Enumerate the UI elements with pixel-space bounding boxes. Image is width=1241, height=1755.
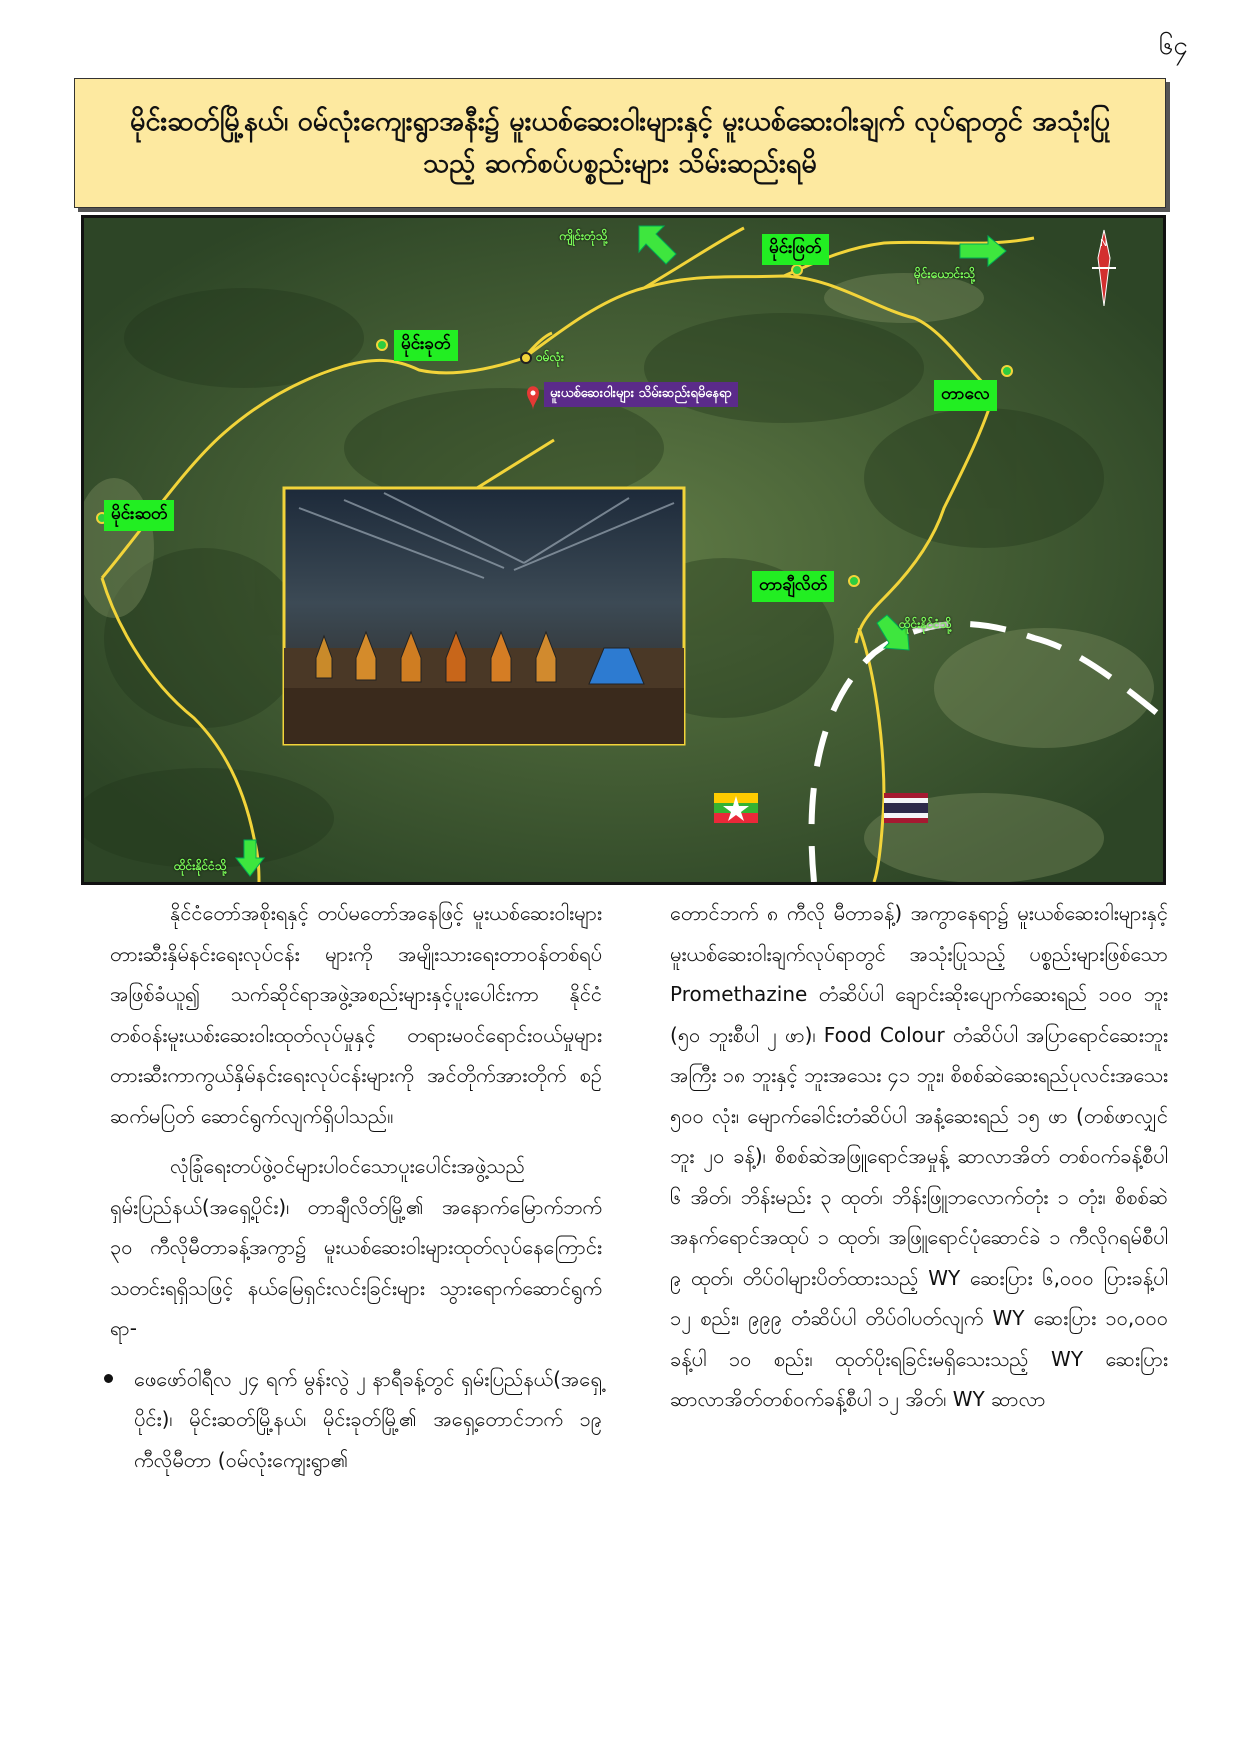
body-column-right — [670, 893, 1168, 1430]
paragraph: နိုင်ငံတော်အစိုးရနှင့် တပ်မတော်အနေဖြင့် မူးယစ်ဆေးဝါးများ တားဆီးနှိမ်နင်းရေးလုပ်ငန်း များကို အမျိုးသားရေးတာဝန်တစ်ရပ်အဖြစ်ခံယူ၍ သက်ဆိုင်ရာအဖွဲ့အစည်းများနှင့်ပူးပေါင်းကာ နိုင်ငံတစ်ဝန်းမူးယစ်းဆေးဝါးထုတ်လုပ်မှုနှင့် တရားမဝင်ရောင်းဝယ်မှုများ တားဆီးကာကွယ်နှိမ်နင်းရေးလုပ်ငန်းများကို အင်တိုက်အားတိုက် စဉ်ဆက်မပြတ် ဆောင်ရွက်လျက်ရှိပါသည်။ — [110, 901, 602, 1128]
place-label-tachileik: တာချီလိတ် — [752, 571, 834, 602]
location-map — [81, 215, 1166, 885]
paragraph: တောင်ဘက် ၈ ကီလို မီတာခန့်) အကွာနေရာ၌ မူးယစ်ဆေးဝါးများနှင့် မူးယစ်ဆေးဝါးချက်လုပ်ရာတွင် အသုံးပြုသည့် ပစ္စည်းများဖြစ်သော Promethazine တံဆိပ်ပါ ချောင်းဆိုးပျောက်ဆေးရည် ၁၀၀ ဘူး (၅၀ ဘူးစီပါ ၂ ဖာ)၊ Food Colour တံဆိပ်ပါ အပြာရောင်ဆေးဘူးအကြီး ၁၈ ဘူးနှင့် ဘူးအသေး ၄၁ ဘူး၊ စိစစ်ဆဲဆေးရည်ပုလင်းအသေး ၅၀၀ လုံး၊ မျောက်ခေါင်းတံဆိပ်ပါ အနံ့ဆေးရည် ၁၅ ဖာ (တစ်ဖာလျှင် ဘူး ၂၀ ခန့်)၊ စိစစ်ဆဲအဖြူရောင်အမှုန့် ဆာလာအိတ် တစ်ဝက်ခန့်စီပါ ၆ အိတ်၊ ဘိန်းမည်း ၃ ထုတ်၊ ဘိန်းဖြူဘလောက်တုံး ၁ တုံး၊ စိစစ်ဆဲ အနက်ရောင်အထုပ် ၁ ထုတ်၊ အဖြူရောင်ပုံဆောင်ခဲ ၁ ကီလိုဂရမ်စီပါ ၉ ထုတ်၊ တိပ်ဝါများပိတ်ထားသည့် WY ဆေးပြား ၆,၀၀၀ ပြားခန့်ပါ ၁၂ စည်း၊ ၉၉၉ တံဆိပ်ပါ တိပ်ဝါပတ်လျက် WY ဆေးပြား ၁၀,၀၀၀ ခန့်ပါ ၁၀ စည်း၊ ထုတ်ပိုးရခြင်းမရှိသေးသည့် WY ဆေးပြား ဆာလာအိတ်တစ်ဝက်ခန့်စီပါ ၁၂ အိတ်၊ WY ဆာလာ — [670, 901, 1168, 1411]
place-label-talay: တာလေ — [934, 380, 997, 411]
direction-to-thailand-bottom: ထိုင်းနိုင်ငံသို့ — [174, 859, 227, 873]
bullet-item — [110, 1359, 602, 1481]
seizure-photo — [284, 488, 684, 744]
myanmar-flag-icon — [714, 793, 758, 823]
direction-to-kengtung: ကျိုင်းတုံသို့ — [559, 229, 608, 243]
place-label-mong-hpyet: မိုင်းဖြတ် — [762, 234, 829, 265]
map-terrain — [84, 218, 1163, 882]
place-label-wan-lone: ဝမ်လုံး — [536, 350, 564, 364]
direction-to-mong-yawng: မိုင်းယောင်းသို့ — [914, 267, 975, 281]
body-column-left — [110, 893, 602, 1480]
bullet-dot-icon — [104, 1374, 113, 1383]
place-label-mong-hkok: မိုင်းခုတ် — [394, 330, 458, 361]
paragraph: လုံခြုံရေးတပ်ဖွဲ့ဝင်များပါဝင်သောပူးပေါင်းအဖွဲ့သည် ရှမ်းပြည်နယ်(အရှေ့ပိုင်း)၊ တာချီလိတ်မြို့၏ အနောက်မြောက်ဘက် ၃၀ ကီလိုမီတာခန့်အကွာ၌ မူးယစ်ဆေးဝါးများထုတ်လုပ်နေကြောင်း သတင်းရရှိသဖြင့် နယ်မြေရှင်းလင်းခြင်းများ သွားရောက်ဆောင်ရွက်ရာ- — [110, 1154, 602, 1340]
place-label-mong-hsat: မိုင်းဆတ် — [104, 500, 174, 531]
thailand-flag-icon — [884, 793, 928, 823]
seizure-site-label: မူးယစ်ဆေးဝါးများ သိမ်းဆည်းရမိနေရာ — [544, 382, 738, 407]
page-title: မိုင်းဆတ်မြို့နယ်၊ ဝမ်လုံးကျေးရွာအနီး၌ မူးယစ်ဆေးဝါးများနှင့် မူးယစ်ဆေးဝါးချက် လုပ်ရာတွင် အသုံးပြုသည့် ဆက်စပ်ပစ္စည်းများ သိမ်းဆည်းရမိ — [74, 78, 1166, 208]
direction-to-thailand-right: ထိုင်းနိုင်ငံသို့ — [899, 617, 952, 631]
page-number: ၆၄ — [1158, 31, 1188, 61]
svg-text:N: N — [1100, 238, 1108, 249]
bullet-text: ဖေဖော်ဝါရီလ ၂၄ ရက် မွန်းလွဲ ၂ နာရီခန့်တွင် ရှမ်းပြည်နယ်(အရှေ့ပိုင်း)၊ မိုင်းဆတ်မြို့နယ်၊ မိုင်းခုတ်မြို့၏ အရှေ့တောင်ဘက် ၁၉ ကီလိုမီတာ (ဝမ်လုံးကျေးရွာ၏ — [134, 1366, 602, 1472]
